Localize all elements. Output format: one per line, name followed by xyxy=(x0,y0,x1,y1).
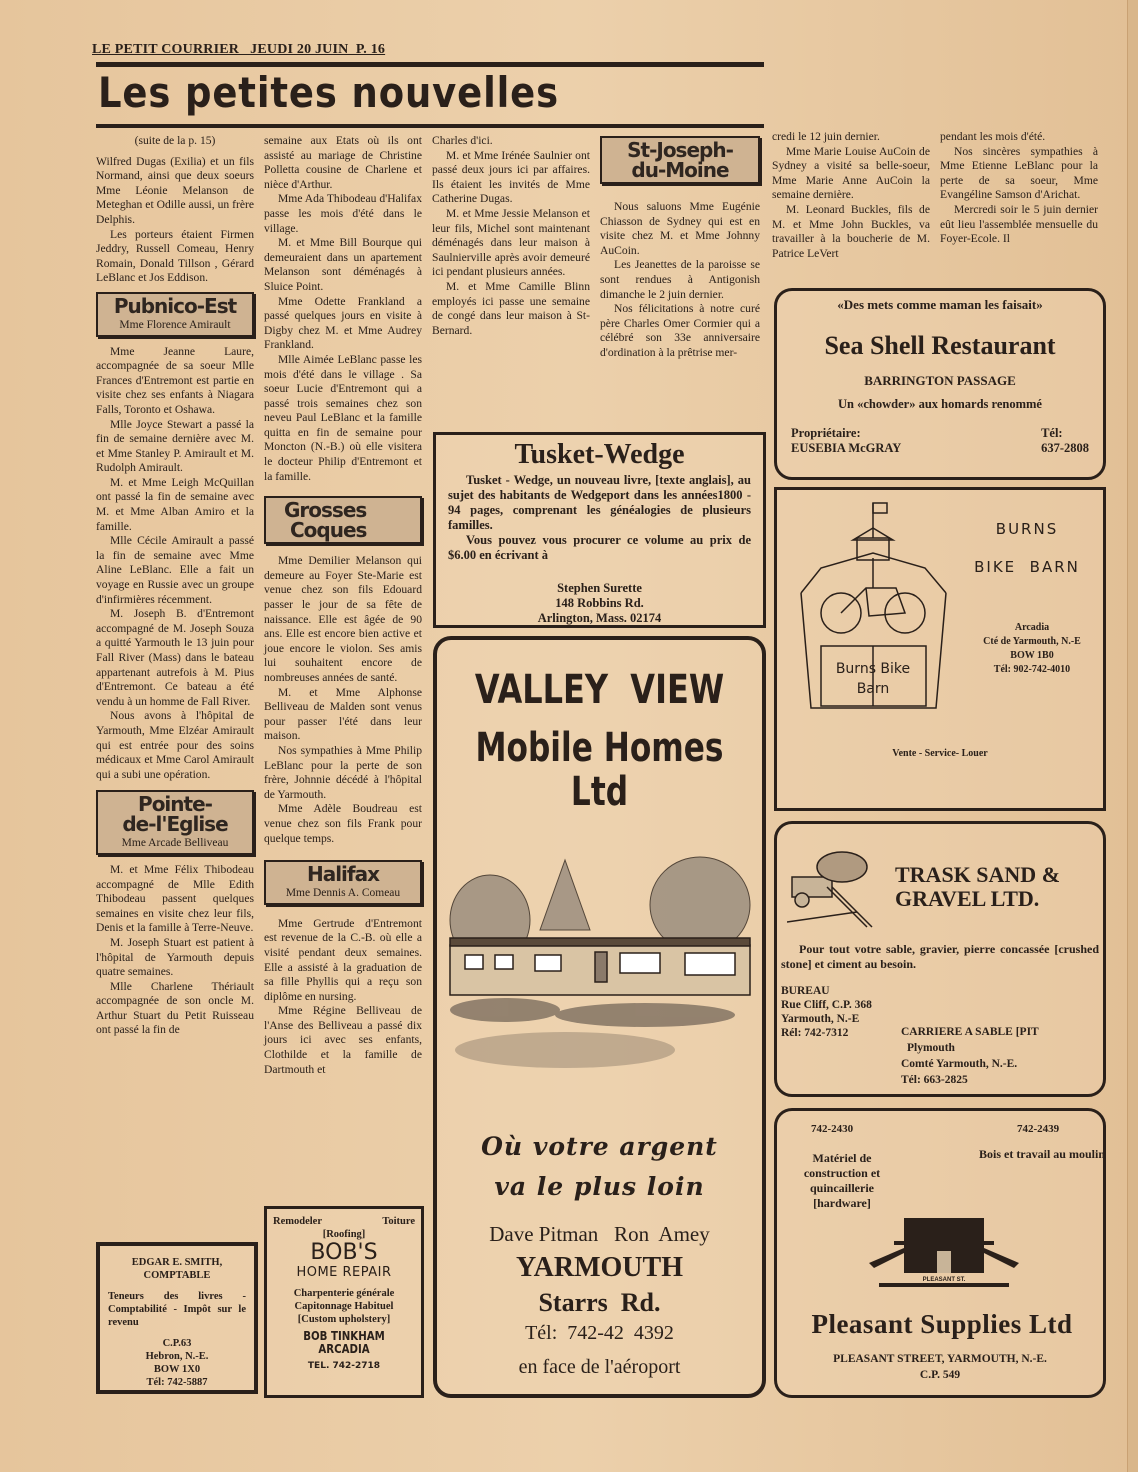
article-paragraph: M. Leonard Buckles, fils de M. et Mme John Buckles, va travailler à la boucherie de M. Patrice LeVert xyxy=(772,202,930,260)
ad-location: BARRINGTON PASSAGE xyxy=(864,373,1016,388)
ad-name: Sea Shell Restaurant xyxy=(824,331,1056,360)
ad-headline-1: VALLEY VIEW xyxy=(474,667,725,713)
article-paragraph: Nous avons à l'hôpital de Yarmouth, Mme Elzéar Amirault qui est entrée pour des soins médicaux et Mme Carol Amirault qui a subi une opération. xyxy=(96,709,254,781)
ad-office-street: Rue Cliff, C.P. 368 xyxy=(781,999,872,1011)
ad-pit-block xyxy=(901,1024,1039,1088)
ad-contact-street: 148 Robbins Rd. xyxy=(555,596,644,610)
ad-services: Teneurs des livres - Comptabilité - Impôt sur le revenu xyxy=(108,1291,246,1328)
article-paragraph: Mme Odette Frankland a passé quelques jours en visite à Digby chez M. et Mme Audrey Frankland. xyxy=(264,294,422,352)
ad-burns-bike-barn xyxy=(774,487,1106,811)
ad-phone: Tél: 742-42 4392 xyxy=(525,1322,674,1344)
ad-name: EDGAR E. SMITH, xyxy=(131,1257,223,1268)
ad-contact-city: Arlington, Mass. 02174 xyxy=(537,611,662,625)
article-paragraph: Nous saluons Mme Eugénie Chiasson de Sydney qui est en visite chez M. et Mme Johnny AuCoin. xyxy=(600,200,760,257)
column-3 xyxy=(432,134,590,338)
ad-owner-block xyxy=(791,426,901,456)
ad-valley-view xyxy=(433,636,766,1398)
ad-name-line1: TRASK SAND & xyxy=(895,862,1061,887)
article-paragraph: M. Joseph Stuart est patient à l'hôpital de Yarmouth depuis quatre semaines. xyxy=(96,935,254,979)
ad-phone-left: 742-2430 xyxy=(811,1123,854,1135)
article-paragraph: Mme Jeanne Laure, accompagnée de sa soeur Mlle Frances d'Entremont est partie en visite chez ses enfants à Niagara Falls, Toronto et Oshawa. xyxy=(96,344,254,416)
article-paragraph: Les porteurs étaient Firmen Jeddry, Russell Comeau, Henry Romain, Donald Tillson , Gérard LeBlanc et Jos Eddison. xyxy=(96,227,254,285)
cement-mixer-icon xyxy=(787,852,872,927)
ad-po-box: C.P. 549 xyxy=(919,1369,961,1381)
header-rule-top xyxy=(96,62,764,67)
ad-footer xyxy=(791,426,1089,456)
ad-name-line2: BIKE BARN xyxy=(974,558,1080,576)
article-paragraph: Mlle Aimée LeBlanc passe les mois d'été dans le village . Sa soeur Lucie d'Entremont qui a passé trois semaines chez son neveu Paul LeBlanc et la famille quitta en fin de semaine pour Moncton (N.-B.) où elle visitera le docteur Philip d'Entremont et la famille. xyxy=(264,352,422,483)
ad-service: Capitonnage Habituel xyxy=(294,1301,394,1312)
ad-location: en face de l'aéroport xyxy=(518,1356,681,1378)
article-paragraph: semaine aux Etats où ils ont assisté au mariage de Christine Polletta cousine de Charlene et nièce d'Arthur. xyxy=(264,134,422,191)
ad-town: Arcadia xyxy=(1014,622,1050,633)
article-paragraph: M. et Mme Irénée Saulnier ont passé deux jours ici par affaires. Ils étaient les invités de Mme Catherine Dugas. xyxy=(432,148,590,206)
article-paragraph: M. Joseph B. d'Entremont accompagné de M. Joseph Souza a quitté Yarmouth le 13 juin pour Fall River (Mass) dans le bateau appartenant autrefois à M. Pius d'Entremont. Ce bateau a été vendu à un homme de Fall River. xyxy=(96,607,254,708)
section-name-line2: Coques xyxy=(290,518,367,543)
masthead: LE PETIT COURRIER JEUDI 20 JUIN P. 16 xyxy=(92,42,386,57)
section-header-st-joseph-du-moine xyxy=(600,136,760,184)
header-rule-bottom xyxy=(96,124,764,128)
article-paragraph: M. et Mme Jessie Melanson et leur fils, Michel sont maintenant déménagés dans leur maison à Saulnierville après avoir demeuré ici pendant plusieurs années. xyxy=(432,206,590,279)
ad-pit-place: Plymouth xyxy=(907,1042,955,1054)
ad-name: BOB'S xyxy=(310,1240,378,1265)
article-paragraph: Mercredi soir le 5 juin dernier eût lieu l'assemblée mensuelle du Foyer-Ecole. Il xyxy=(940,202,1098,246)
article-paragraph: Mlle Charlene Thériault accompagnée de son oncle M. Arthur Stuart du Petit Ruisseau ont passé la fin de xyxy=(96,979,254,1037)
ad-owner: BOB TINKHAM xyxy=(303,1329,385,1343)
correspondent-name: Mme Arcade Belliveau xyxy=(121,837,229,850)
ad-pit-label: CARRIERE A SABLE [PIT xyxy=(901,1026,1039,1038)
ad-pleasant-supplies xyxy=(774,1108,1106,1398)
ad-name-line2: GRAVEL LTD. xyxy=(895,886,1040,911)
article-paragraph: Mme Gertrude d'Entremont est revenue de la C.-B. où elle a visité pendant deux semaines. Elle a assisté à la graduation de sa fille Phyllis qui a reçu son diplôme en nursing. xyxy=(264,916,422,1003)
ad-slogan: «Des mets comme maman les faisait» xyxy=(837,297,1043,312)
ad-postal-code: BOW 1B0 xyxy=(1010,650,1054,661)
column-4 xyxy=(600,134,760,361)
barn-illustration xyxy=(791,498,971,713)
article-paragraph: Mme Régine Belliveau de l'Anse des Belliveau a passé dix jours ici avec ses enfants, Clothilde et la famille de Dartmouth et xyxy=(264,1004,422,1076)
mobile-home-illustration xyxy=(445,850,755,1080)
ad-left-label: Remodeler xyxy=(273,1216,322,1227)
ad-trask-sand-gravel xyxy=(774,821,1106,1097)
ad-postal-code: BOW 1X0 xyxy=(153,1364,201,1375)
ad-office-phone: Rél: 742-7312 xyxy=(781,1027,849,1039)
section-name-line1: Grosses xyxy=(284,498,367,523)
section-header-halifax xyxy=(264,860,422,905)
ad-town: ARCADIA xyxy=(318,1342,370,1356)
ad-service: [Custom upholstery] xyxy=(297,1314,391,1325)
article-paragraph: Les Jeanettes de la paroisse se sont rendues à Antigonish dimanche le 2 juin dernier. xyxy=(600,258,760,301)
section-name-line2: du-Moine xyxy=(631,158,729,182)
ad-phone: Tél: 742-5887 xyxy=(146,1377,208,1388)
ad-body: Pour tout votre sable, gravier, pierre concassée [crushed stone] et ciment au besoin. xyxy=(781,942,1099,971)
article-paragraph: M. et Mme Bill Bourque qui demeuraient dans un apartement Melanson sont déménagés à Sluice Point. xyxy=(264,236,422,293)
article-paragraph: pendant les mois d'été. xyxy=(940,130,1046,143)
ad-right-label: Toiture xyxy=(382,1216,415,1227)
ad-pit-phone: Tél: 663-2825 xyxy=(901,1074,968,1086)
ad-slogan-2: va le plus loin xyxy=(494,1172,705,1201)
correspondent-name: Mme Dennis A. Comeau xyxy=(285,887,401,900)
section-name: Halifax xyxy=(306,862,380,887)
column-5 xyxy=(772,130,930,261)
storefront-illustration xyxy=(869,1213,1019,1293)
ad-tel-block xyxy=(1041,426,1089,456)
ad-city: YARMOUTH xyxy=(516,1252,683,1283)
column-2 xyxy=(264,134,422,1077)
ad-phone-right: 742-2439 xyxy=(1017,1123,1060,1135)
section-name-line2: de-l'Eglise xyxy=(122,812,228,837)
ad-pit-county: Comté Yarmouth, N.-E. xyxy=(901,1058,1018,1070)
column-6 xyxy=(940,130,1098,247)
ad-title: Tusket-Wedge xyxy=(514,439,685,470)
ad-county: Cté de Yarmouth, N.-E xyxy=(983,636,1081,647)
correspondent-name: Mme Florence Amirault xyxy=(119,318,231,331)
article-paragraph: Nos félicitations à notre curé père Charles Omer Cormier qui a célébré son 33e anniversaire d'ordination à la prêtrise mer- xyxy=(600,302,760,359)
ad-body: Tusket - Wedge, un nouveau livre, [texte anglais], au sujet des habitants de Wedgeport dans les années1800 - 94 pages, comprenant les généalogies de plusieurs familles. xyxy=(448,473,751,532)
ad-city: Hebron, N.-E. xyxy=(145,1351,209,1362)
ad-sea-shell-restaurant xyxy=(774,288,1106,480)
continued-note: (suite de la p. 15) xyxy=(134,134,216,147)
ad-headline-2: Mobile Homes Ltd xyxy=(475,725,724,815)
section-name-line1: St-Joseph- xyxy=(627,138,733,162)
ad-top-labels xyxy=(273,1215,415,1228)
ad-roofing: [Roofing] xyxy=(322,1229,366,1240)
ad-po-box: C.P.63 xyxy=(162,1338,192,1349)
article-paragraph: Mme Demilier Melanson qui demeure au Foyer Ste-Marie est venue chez son fils Edouard passer le jour de sa fête de naissance. Elle est âgée de 90 ans. Elle est encore bien active et joue encore le violon. Ses amis lui souhaitent encore de nombreuses années de santé. xyxy=(264,554,422,684)
ad-tusket-wedge xyxy=(433,432,766,628)
ad-left-text: Matériel de construction et quincaillerie [hardware] xyxy=(803,1151,881,1210)
section-name-line1: Pointe- xyxy=(138,792,212,817)
ad-tel-label: Tél: xyxy=(1041,426,1063,440)
ad-title: COMPTABLE xyxy=(143,1270,211,1281)
column-1 xyxy=(96,134,254,1038)
barn-sign-line1: Burns Bike xyxy=(835,661,911,677)
article-paragraph: M. et Mme Alphonse Belliveau de Malden sont venus pour passer l'été dans leur maison. xyxy=(264,685,422,743)
article-paragraph: Mme Adèle Boudreau est venue chez son fils Frank pour quelque temps. xyxy=(264,802,422,845)
ad-name: Pleasant Supplies Ltd xyxy=(811,1309,1073,1339)
article-paragraph: M. et Mme Camille Blinn employés ici passe une semaine de congé dans leur maison à St-Bernard. xyxy=(432,279,590,337)
article-paragraph: Wilfred Dugas (Exilia) et un fils Normand, ainsi que deux soeurs Mme Léonie Melanson de Meteghan et Odille aussi, un frère Delphis. xyxy=(96,154,254,226)
bicycle-icon xyxy=(821,558,925,633)
article-paragraph: Mme Ada Thibodeau d'Halifax passe les mois d'été dans le village. xyxy=(264,192,422,235)
ad-owner-label: Propriétaire: xyxy=(791,426,861,440)
article-paragraph: Mlle Joyce Stewart a passé la fin de semaine dernière avec M. et Mme Stanley P. Amirault et M. Rudolph Amirault. xyxy=(96,417,254,475)
ad-owners: Dave Pitman Ron Amey xyxy=(489,1222,710,1246)
article-paragraph: Mlle Cécile Amirault a passé la fin de semaine avec Mme Aline LeBlanc. Elle a fait un voyage en Russie avec un groupe d'infirmières récemment. xyxy=(96,534,254,606)
article-paragraph: credi le 12 juin dernier. xyxy=(772,130,880,143)
ad-body: Vous pouvez vous procurer ce volume au prix de $6.00 en écrivant à xyxy=(448,533,751,562)
ad-specialty: Un «chowder» aux homards renommé xyxy=(838,397,1042,411)
ad-services: Vente - Service- Louer xyxy=(892,748,988,759)
ad-road: Starrs Rd. xyxy=(538,1288,661,1317)
article-paragraph: M. et Mme Leigh McQuillan ont passé la fin de semaine avec M. et Mme Alban Amiro et la famille. xyxy=(96,475,254,533)
section-title: Les petites nouvelles xyxy=(98,68,560,117)
ad-phone: TEL. 742-2718 xyxy=(307,1361,381,1371)
ad-slogan-1: Où votre argent xyxy=(481,1132,718,1161)
ad-phone: 637-2808 xyxy=(1041,441,1089,455)
article-paragraph: M. et Mme Félix Thibodeau accompagné de Mlle Edith Thibodeau passent quelques semaines en visite chez leur fils, Denis et la famille à Terre-Neuve. xyxy=(96,862,254,935)
page-edge xyxy=(1127,0,1138,1472)
section-header-pubnico-est xyxy=(96,292,254,337)
section-header-grosses-coques xyxy=(264,496,422,544)
article-paragraph: Charles d'ici. xyxy=(432,134,493,147)
article-paragraph: Nos sincères sympathies à Mme Etienne LeBlanc pour la perte de sa soeur, Mme Evangéline Samson d'Arichat. xyxy=(940,144,1098,202)
section-name: Pubnico-Est xyxy=(113,293,237,318)
ad-office-label: BUREAU xyxy=(781,985,830,997)
ad-service: Charpenterie générale xyxy=(293,1288,395,1299)
ad-bobs-home-repair xyxy=(264,1206,424,1398)
article-paragraph: Nos sympathies à Mme Philip LeBlanc pour la perte de son frère, Johnnie décédé à l'hôpital de Yarmouth. xyxy=(264,743,422,801)
lawn-shrubs xyxy=(450,998,735,1068)
ad-edgar-smith xyxy=(96,1242,258,1394)
ad-office-city: Yarmouth, N.-E xyxy=(781,1013,860,1025)
cement-truck-illustration xyxy=(787,842,887,937)
ad-address: PLEASANT STREET, YARMOUTH, N.-E. xyxy=(833,1353,1047,1365)
article-paragraph: Mme Marie Louise AuCoin de Sydney a visité sa belle-soeur, Mme Marie Anne AuCoin la semaine dernière. xyxy=(772,144,930,202)
ad-owner: EUSEBIA McGRAY xyxy=(791,441,902,455)
ad-phone: Tél: 902-742-4010 xyxy=(993,664,1071,675)
ad-office-block xyxy=(781,984,872,1040)
ad-right-text: Bois et travail au moulin xyxy=(978,1147,1105,1161)
ad-subtitle: HOME REPAIR xyxy=(296,1265,392,1280)
mobile-home-icon xyxy=(450,938,750,995)
street-sign: PLEASANT ST. xyxy=(922,1277,966,1283)
section-header-pointe-de-l-eglise xyxy=(96,790,254,855)
barn-sign-line2: Barn xyxy=(856,681,890,697)
ad-name-line1: BURNS xyxy=(995,520,1059,538)
ad-contact-name: Stephen Surette xyxy=(557,581,642,595)
